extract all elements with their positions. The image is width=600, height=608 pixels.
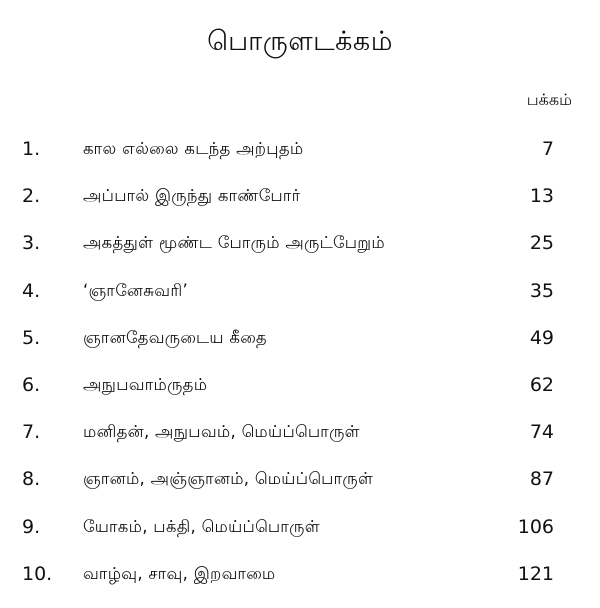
toc-entry <box>0 413 600 460</box>
toc-entry <box>0 366 600 413</box>
toc-entry <box>0 272 600 319</box>
toc-entry-title: அப்பால் இருந்து காண்போர் <box>83 186 301 206</box>
toc-entry-page: 25 <box>529 232 554 255</box>
toc-entry-number: 10. <box>22 562 53 585</box>
toc-entry-title: யோகம், பக்தி, மெய்ப்பொருள் <box>83 516 320 536</box>
table-of-contents <box>0 130 600 602</box>
toc-entry-page: 106 <box>517 515 554 538</box>
toc-entry-page: 74 <box>529 421 554 444</box>
page-title: பொருளடக்கம் <box>207 26 393 57</box>
toc-entry-page: 87 <box>529 468 554 491</box>
toc-entry-page: 62 <box>529 373 554 396</box>
toc-entry-title: அகத்துள் மூண்ட போரும் அருட்பேறும் <box>83 233 385 253</box>
toc-entry-number: 8. <box>22 468 41 491</box>
toc-entry <box>0 555 600 602</box>
toc-entry-number: 6. <box>22 373 41 396</box>
toc-entry-title: வாழ்வு, சாவு, இறவாமை <box>83 563 276 583</box>
page-column-header: பக்கம் <box>526 90 572 109</box>
toc-entry-number: 4. <box>22 279 41 302</box>
toc-entry-title: மனிதன், அநுபவம், மெய்ப்பொருள் <box>83 422 360 442</box>
toc-entry <box>0 319 600 366</box>
toc-entry-page: 35 <box>529 279 554 302</box>
toc-entry-title: கால எல்லை கடந்த அற்புதம் <box>83 139 304 158</box>
toc-entry-number: 1. <box>22 138 41 160</box>
toc-entry-number: 3. <box>22 232 41 255</box>
toc-entry <box>0 130 600 177</box>
toc-entry-number: 7. <box>22 421 41 444</box>
toc-entry <box>0 177 600 224</box>
toc-entry <box>0 460 600 507</box>
toc-entry-page: 121 <box>517 562 554 585</box>
toc-entry-title: ‘ஞானேசுவரி’ <box>83 280 189 300</box>
toc-entry-number: 5. <box>22 326 41 349</box>
toc-entry-page: 7 <box>541 138 554 160</box>
toc-entry-title: அநுபவாம்ருதம் <box>83 374 208 394</box>
toc-entry-number: 2. <box>22 185 41 208</box>
toc-entry-number: 9. <box>22 515 41 538</box>
toc-entry-title: ஞானம், அஞ்ஞானம், மெய்ப்பொருள் <box>83 469 374 489</box>
toc-entry-title: ஞானதேவருடைய கீதை <box>83 327 267 347</box>
toc-entry-page: 49 <box>529 326 554 349</box>
toc-entry <box>0 508 600 555</box>
toc-entry-page: 13 <box>529 185 554 208</box>
toc-entry <box>0 224 600 271</box>
